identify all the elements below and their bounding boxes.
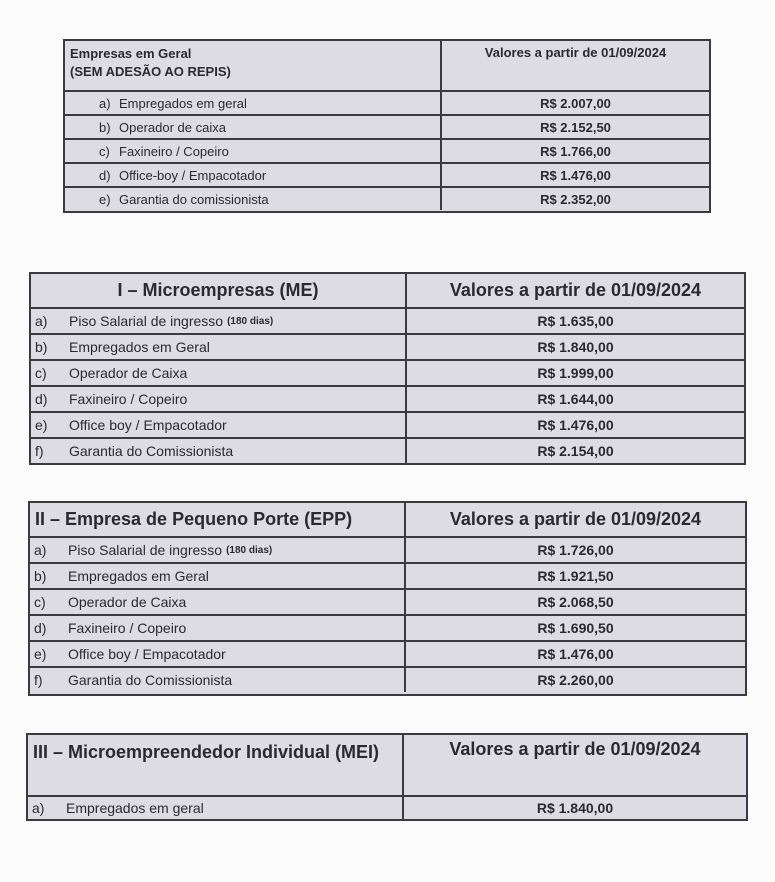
table-row [65, 186, 709, 210]
table-row [31, 307, 744, 333]
row-letter: d) [34, 620, 47, 636]
table-header [65, 41, 709, 90]
row-label: Faxineiro / Copeiro [69, 391, 188, 407]
table-row [65, 138, 709, 162]
table-row [31, 437, 744, 463]
row-value: R$ 2.068,50 [537, 594, 614, 610]
row-letter: e) [99, 191, 111, 207]
header-category: II – Empresa de Pequeno Porte (EPP) [30, 503, 406, 536]
table-header [31, 274, 744, 307]
row-label: Office boy / Empacotador [69, 417, 227, 433]
row-letter: c) [35, 365, 47, 381]
row-label: Empregados em Geral [68, 568, 209, 584]
row-label: Empregados em geral [66, 800, 204, 816]
row-letter: a) [35, 313, 48, 329]
header-values: Valores a partir de 01/09/2024 [449, 509, 702, 529]
header-category: I – Microempresas (ME) [31, 274, 407, 307]
table-row [31, 359, 744, 385]
table-empresa-pequeno-porte [28, 501, 747, 696]
row-letter: f) [35, 443, 44, 459]
row-letter: e) [34, 646, 47, 662]
table-header [30, 503, 745, 536]
table-row [65, 90, 709, 114]
row-label: Garantia do comissionista [119, 191, 269, 207]
row-letter: d) [35, 391, 48, 407]
table-microempreendedor-individual [26, 733, 748, 821]
row-letter: b) [34, 568, 47, 584]
table-row [30, 640, 745, 666]
row-value: R$ 1.766,00 [540, 143, 611, 159]
row-note: (180 dias) [227, 315, 274, 327]
row-value: R$ 2.154,00 [537, 443, 614, 459]
row-letter: a) [32, 800, 45, 816]
row-value: R$ 1.644,00 [537, 391, 614, 407]
table-row [30, 562, 745, 588]
table-row [30, 614, 745, 640]
row-value: R$ 2.260,00 [537, 672, 614, 688]
header-values: Valores a partir de 01/09/2024 [484, 45, 667, 60]
row-value: R$ 1.840,00 [536, 800, 614, 816]
row-label: Faxineiro / Copeiro [119, 143, 229, 159]
row-label: Faxineiro / Copeiro [68, 620, 187, 636]
row-letter: d) [99, 167, 111, 183]
row-value: R$ 1.921,50 [537, 568, 614, 584]
row-value: R$ 1.476,00 [537, 417, 614, 433]
row-label: Empregados em geral [119, 95, 247, 111]
row-label: Operador de Caixa [69, 365, 188, 381]
row-label: Operador de Caixa [68, 594, 187, 610]
header-category: III – Microempreendedor Individual (MEI) [28, 735, 404, 795]
header-values: Valores a partir de 01/09/2024 [449, 739, 701, 759]
table-row [31, 385, 744, 411]
row-value: R$ 2.152,50 [540, 119, 611, 135]
row-letter: a) [34, 542, 47, 558]
table-row [30, 666, 745, 692]
row-label: Piso Salarial de ingresso [69, 313, 224, 329]
header-category [65, 41, 442, 90]
row-value: R$ 1.690,50 [537, 620, 614, 636]
row-label: Empregados em Geral [69, 339, 210, 355]
row-value: R$ 1.476,00 [540, 167, 611, 183]
table-microempresas [29, 272, 746, 465]
row-value: R$ 1.726,00 [537, 542, 614, 558]
row-value: R$ 2.007,00 [540, 95, 611, 111]
row-value: R$ 1.999,00 [537, 365, 614, 381]
row-label: Operador de caixa [119, 119, 226, 135]
row-label: Garantia do Comissionista [69, 443, 234, 459]
row-value: R$ 1.635,00 [537, 313, 614, 329]
row-letter: e) [35, 417, 48, 433]
row-value: R$ 2.352,00 [540, 191, 611, 207]
row-letter: c) [34, 594, 46, 610]
table-empresas-em-geral [63, 39, 711, 213]
row-label: Office boy / Empacotador [68, 646, 226, 662]
table-row [31, 411, 744, 437]
row-value: R$ 1.476,00 [537, 646, 614, 662]
row-letter: b) [35, 339, 48, 355]
row-label: Piso Salarial de ingresso [68, 542, 223, 558]
row-letter: a) [99, 95, 111, 111]
row-label: Office-boy / Empacotador [119, 167, 267, 183]
table-row [65, 114, 709, 138]
table-header [28, 735, 746, 795]
header-category-line1: Empresas em Geral [70, 46, 192, 61]
table-row [31, 333, 744, 359]
table-row [28, 795, 746, 819]
row-letter: c) [99, 143, 110, 159]
row-value: R$ 1.840,00 [537, 339, 614, 355]
row-note: (180 dias) [226, 544, 273, 556]
table-row [65, 162, 709, 186]
header-values: Valores a partir de 01/09/2024 [449, 280, 702, 300]
row-letter: f) [34, 672, 43, 688]
row-label: Garantia do Comissionista [68, 672, 233, 688]
table-row [30, 588, 745, 614]
header-category-line2: (SEM ADESÃO AO REPIS) [70, 64, 231, 79]
table-row [30, 536, 745, 562]
row-letter: b) [99, 119, 111, 135]
